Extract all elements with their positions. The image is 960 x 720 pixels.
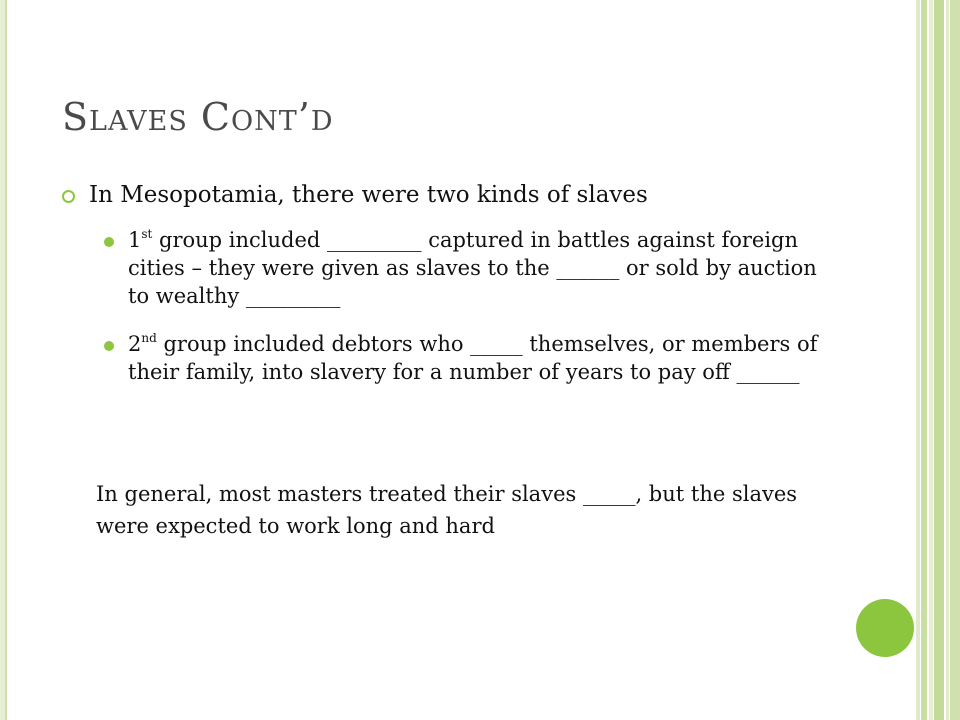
slide-title: Slaves Cont’d bbox=[62, 95, 334, 139]
sub-bullet-1-number: 1 bbox=[128, 228, 142, 252]
sub-bullet-2-ordinal: nd bbox=[141, 331, 157, 345]
sub-bullet-2 bbox=[104, 330, 824, 386]
dot-bullet-icon bbox=[104, 237, 114, 247]
sub-bullet-1 bbox=[104, 226, 824, 310]
sub-bullet-1-ordinal: st bbox=[141, 227, 153, 241]
ring-bullet-icon bbox=[62, 190, 75, 203]
main-bullet-text: In Mesopotamia, there were two kinds of slaves bbox=[89, 182, 648, 208]
sub-bullet-2-number: 2 bbox=[128, 332, 142, 356]
left-border bbox=[0, 0, 7, 720]
sub-bullet-1-text: group included _________ captured in battles against foreign cities – they were given as slaves to the ______ or sold by auction to wealthy _________ bbox=[128, 228, 817, 308]
closing-paragraph: In general, most masters treated their slaves _____, but the slaves were expected to work long and hard bbox=[96, 482, 798, 538]
right-border-stripes bbox=[916, 0, 960, 720]
dot-bullet-icon bbox=[104, 341, 114, 351]
decorative-green-circle bbox=[856, 599, 914, 657]
sub-bullet-2-text: group included debtors who _____ themselves, or members of their family, into slavery for a number of years to pay off ______ bbox=[128, 332, 818, 384]
main-bullet bbox=[62, 180, 822, 210]
